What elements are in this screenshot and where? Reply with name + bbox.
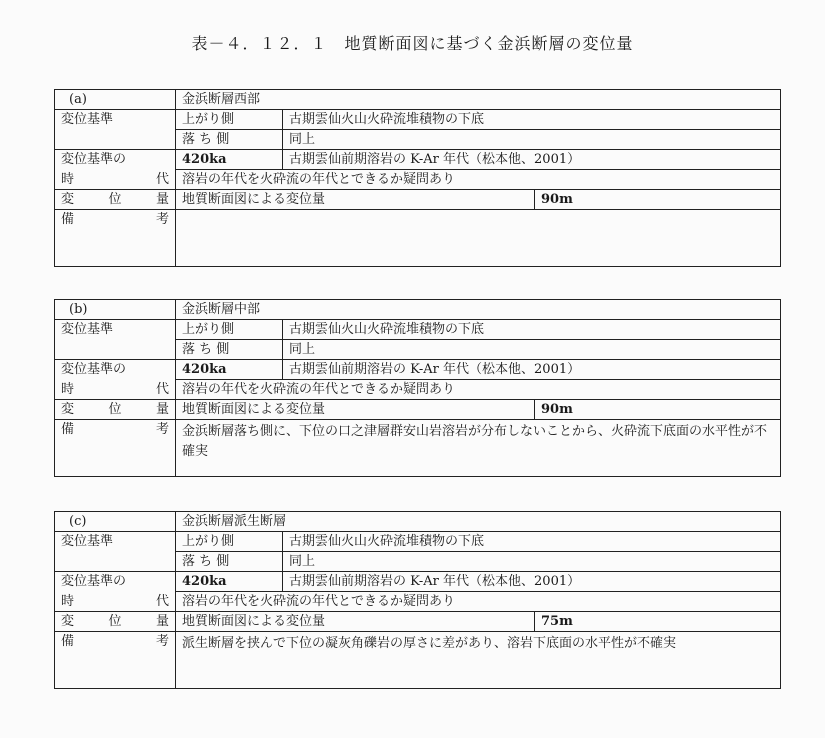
fault-name: 金浜断層中部 bbox=[176, 300, 781, 320]
fault-name: 金浜断層派生断層 bbox=[176, 512, 781, 532]
remarks-value bbox=[176, 210, 781, 267]
page-title: 表－４．１２．１ 地質断面図に基づく金浜断層の変位量 bbox=[191, 34, 634, 53]
age-value: 420ka bbox=[176, 360, 283, 380]
age-value: 420ka bbox=[176, 150, 283, 170]
age-source: 古期雲仙前期溶岩の K-Ar 年代（松本他、2001） bbox=[283, 360, 781, 380]
age-note: 溶岩の年代を火砕流の年代とできるか疑問あり bbox=[176, 380, 781, 400]
up-side-label: 上がり側 bbox=[176, 110, 283, 130]
era-label-line1: 変位基準の bbox=[55, 572, 176, 592]
remarks-value: 金浜断層落ち側に、下位の口之津層群安山岩溶岩が分布しないことから、火砕流下底面の水平性が不確実 bbox=[176, 420, 781, 477]
era-label-line2: 時 代 bbox=[55, 592, 176, 612]
era-label-line2: 時 代 bbox=[55, 380, 176, 400]
era-label-line2: 時 代 bbox=[55, 170, 176, 190]
displacement-method: 地質断面図による変位量 bbox=[176, 612, 535, 632]
fault-table-a bbox=[54, 89, 781, 267]
remarks-label: 備 考 bbox=[55, 632, 176, 689]
table-id: (b) bbox=[55, 300, 176, 320]
ref-label: 変位基準 bbox=[55, 320, 176, 360]
age-source: 古期雲仙前期溶岩の K-Ar 年代（松本他、2001） bbox=[283, 150, 781, 170]
displacement-label: 変 位 量 bbox=[55, 190, 176, 210]
remarks-label: 備 考 bbox=[55, 420, 176, 477]
up-side-value: 古期雲仙火山火砕流堆積物の下底 bbox=[283, 320, 781, 340]
table-id: (c) bbox=[55, 512, 176, 532]
down-side-label: 落 ち 側 bbox=[176, 340, 283, 360]
up-side-label: 上がり側 bbox=[176, 532, 283, 552]
displacement-label: 変 位 量 bbox=[55, 612, 176, 632]
fault-table-c bbox=[54, 511, 781, 689]
remarks-label: 備 考 bbox=[55, 210, 176, 267]
remarks-value: 派生断層を挟んで下位の凝灰角礫岩の厚さに差があり、溶岩下底面の水平性が不確実 bbox=[176, 632, 781, 689]
up-side-value: 古期雲仙火山火砕流堆積物の下底 bbox=[283, 532, 781, 552]
down-side-value: 同上 bbox=[283, 552, 781, 572]
displacement-label: 変 位 量 bbox=[55, 400, 176, 420]
age-note: 溶岩の年代を火砕流の年代とできるか疑問あり bbox=[176, 170, 781, 190]
down-side-label: 落 ち 側 bbox=[176, 130, 283, 150]
table-id: (a) bbox=[55, 90, 176, 110]
age-value: 420ka bbox=[176, 572, 283, 592]
ref-label: 変位基準 bbox=[55, 532, 176, 572]
age-source: 古期雲仙前期溶岩の K-Ar 年代（松本他、2001） bbox=[283, 572, 781, 592]
displacement-value: 90m bbox=[535, 190, 781, 210]
displacement-value: 75m bbox=[535, 612, 781, 632]
up-side-label: 上がり側 bbox=[176, 320, 283, 340]
displacement-value: 90m bbox=[535, 400, 781, 420]
up-side-value: 古期雲仙火山火砕流堆積物の下底 bbox=[283, 110, 781, 130]
era-label-line1: 変位基準の bbox=[55, 150, 176, 170]
ref-label: 変位基準 bbox=[55, 110, 176, 150]
era-label-line1: 変位基準の bbox=[55, 360, 176, 380]
age-note: 溶岩の年代を火砕流の年代とできるか疑問あり bbox=[176, 592, 781, 612]
fault-name: 金浜断層西部 bbox=[176, 90, 781, 110]
fault-table-b bbox=[54, 299, 781, 477]
down-side-label: 落 ち 側 bbox=[176, 552, 283, 572]
displacement-method: 地質断面図による変位量 bbox=[176, 400, 535, 420]
down-side-value: 同上 bbox=[283, 130, 781, 150]
down-side-value: 同上 bbox=[283, 340, 781, 360]
displacement-method: 地質断面図による変位量 bbox=[176, 190, 535, 210]
